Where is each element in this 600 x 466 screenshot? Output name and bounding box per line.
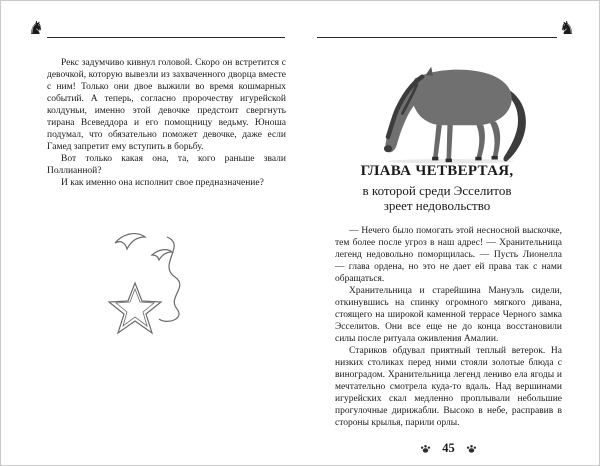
horse-ornament-left-icon: ♞ (28, 18, 45, 39)
header-rule-left (47, 37, 285, 38)
paw-right-icon (466, 443, 477, 454)
paragraph: — Нечего было помогать этой несносной выскочке, тем более после угроз в наш адрес! — Хранительница легенд недовольно поморщилась. — Пусть Лионелла — глава ордена, но это не дает ей права так с нами обращаться. (335, 226, 562, 284)
birds-and-star-doodle-illustration (97, 225, 227, 345)
paw-left-icon (420, 443, 431, 454)
horse-illustration (361, 47, 541, 159)
paragraph: Вот только какая она, та, кого раньше звали Поллианной? (47, 154, 286, 176)
header-rule-right (317, 37, 557, 38)
chapter-subtitle-line2: зреет недовольство (383, 198, 491, 213)
page-number: 45 (442, 440, 455, 455)
paragraph: Хранительница и старейшина Мануэль сидели, откинувшись на спинку огромного мягкого дивана, стоящего на широкой каменной террасе Черного замка Эсселитов. Они все еще не до конца восстановили силы после ритуала оживления Амалии. (335, 286, 562, 344)
paragraph: Рекс задумчиво кивнул головой. Скоро он встретится с девочкой, которую вывезли из захваченного дворца вместе с ним! Только они двое выжили во время кошмарных событий. А теперь, согласно пророчеству игурейской колдуньи, именно этой девочке предстоит свергнуть тирана Всеведдора и его помощницу ведьму. Юноша подумал, что обязательно поможет девочке, даже если Гамед запретит ему вступить в борьбу. (47, 58, 286, 152)
chapter-title: ГЛАВА ЧЕТВЕРТАЯ, (360, 163, 514, 179)
left-page-text (47, 57, 286, 189)
paragraph: Стариков обдувал приятный теплый ветерок. На низких столиках перед ними стояли золотые блюда с виноградом. Хранительница легенд лениво ела ягоды и мечтательно смотрела куда-то вдаль. Над вершинами игурейских скал медленно проплывали небольшие прогулочные дирижабли. Высоко в небе, расправив в стороны крылья, парили орлы. (335, 346, 562, 428)
chapter-heading (326, 163, 548, 213)
paragraph: И как именно она исполнит свое предназначение? (61, 178, 264, 188)
chapter-subtitle-line1: в которой среди Эсселитов (362, 183, 512, 198)
right-page-text (335, 225, 562, 429)
horse-ornament-right-icon: ♞ (559, 18, 576, 39)
page-footer (335, 439, 562, 457)
